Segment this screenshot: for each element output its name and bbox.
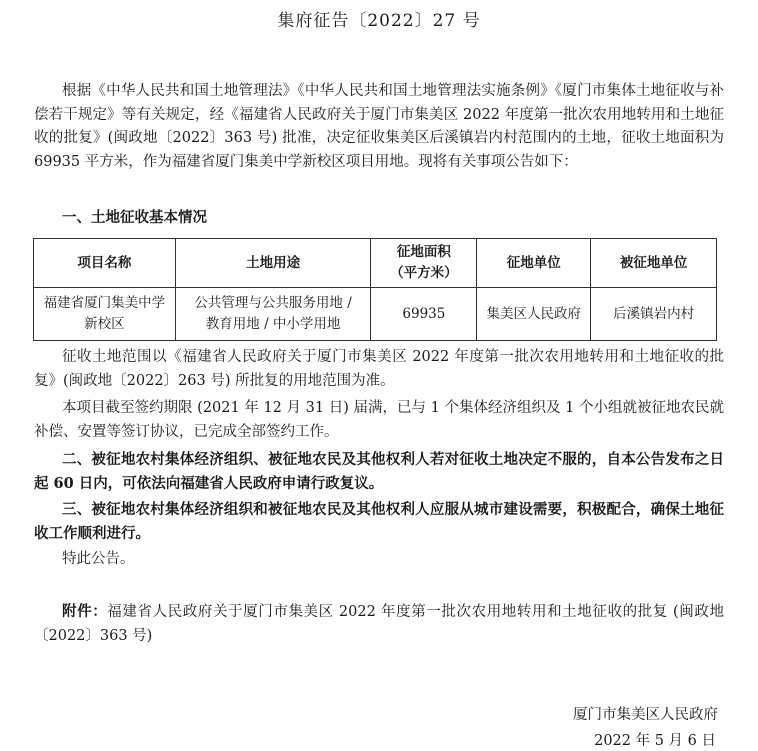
header-project-name: 项目名称 <box>34 239 176 288</box>
header-acquired-unit: 被征地单位 <box>591 239 717 288</box>
cell-project-name: 福建省厦门集美中学 新校区 <box>34 288 176 341</box>
scope-paragraph: 征收土地范围以《福建省人民政府关于厦门市集美区 2022 年度第一批次农用地转用和土地征收的批复》(闽政地〔2022〕263 号) 所批复的用地范围为准。 <box>34 349 724 389</box>
signing-paragraph: 本项目截至签约期限 (2021 年 12 月 31 日) 届满，已与 1 个集体经济组织及 1 个小组就被征地农民就补偿、安置等签订协议，已完成全部签约工作。 <box>34 400 724 440</box>
attachment-paragraph <box>34 600 724 648</box>
header-area: 征地面积 （平方米） <box>371 239 477 288</box>
closing-text: 特此公告。 <box>62 551 135 567</box>
table-header-row <box>34 239 717 288</box>
attachment-text: 福建省人民政府关于厦门市集美区 2022 年度第一批次农用地转用和土地征收的批复 (闽政地〔2022〕363 号) <box>34 604 725 644</box>
header-acquiring-unit: 征地单位 <box>477 239 591 288</box>
section2-paragraph: 二、被征地农村集体经济组织、被征地农民及其他权利人若对征收土地决定不服的，自本公告发布之日起 60 日内，可依法向福建省人民政府申请行政复议。 <box>34 451 724 492</box>
section3-paragraph: 三、被征地农村集体经济组织和被征地农民及其他权利人应服从城市建设需要，积极配合，确保土地征收工作顺利进行。 <box>34 501 724 542</box>
table-row <box>34 288 717 341</box>
signature-date: 2022 年 5 月 6 日 <box>594 733 716 749</box>
intro-paragraph: 根据《中华人民共和国土地管理法》《中华人民共和国土地管理法实施条例》《厦门市集体土地征收与补偿若干规定》等有关规定，经《福建省人民政府关于厦门市集美区 2022 年度第一批次农用地转用和土地征收的批复》(闽政地〔2022〕363 号) 批准，决定征收集美区后溪镇岩内村范围内的土地，征收土地面积为 69935 平方米，作为福建省厦门集美中学新校区项目用地。现将有关事项公告如下： <box>34 83 724 170</box>
cell-acquired-unit: 后溪镇岩内村 <box>591 288 717 341</box>
signature-organization: 厦门市集美区人民政府 <box>573 707 718 723</box>
document-number: 集府征告〔2022〕27 号 <box>277 11 481 31</box>
cell-acquiring-unit: 集美区人民政府 <box>477 288 591 341</box>
attachment-label: 附件： <box>62 603 108 620</box>
cell-land-use: 公共管理与公共服务用地 / 教育用地 / 中小学用地 <box>175 288 371 341</box>
header-land-use: 土地用途 <box>175 239 371 288</box>
land-info-table <box>33 238 717 341</box>
section1-heading: 一、土地征收基本情况 <box>62 209 207 226</box>
cell-area: 69935 <box>371 288 477 341</box>
